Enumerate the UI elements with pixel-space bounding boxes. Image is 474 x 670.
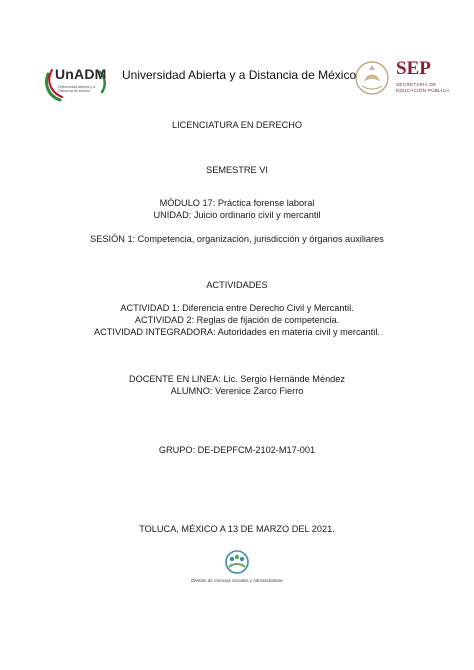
unadm-logo-subtext: Universidad Abierta y a Distancia de México xyxy=(58,85,95,94)
sep-logo xyxy=(352,56,462,100)
unadm-logo xyxy=(40,60,110,104)
session: SESIÓN 1: Competencia, organización, jurisdicción y órganos auxiliares xyxy=(90,234,384,244)
semester: SEMESTRE VI xyxy=(206,165,268,175)
eagle-emblem-icon xyxy=(352,56,392,100)
group: GRUPO: DE-DEPFCM-2102-M17-001 xyxy=(158,445,316,455)
sep-logo-text: SEP xyxy=(396,58,431,79)
activity-item: ACTIVIDAD INTEGRADORA: Autoridades en materia civil y mercantil. xyxy=(94,327,380,337)
division-logo-text: División de Ciencias Sociales y Administrativas xyxy=(191,578,283,583)
sep-logo-subtext: SECRETARÍA DE EDUCACIÓN PÚBLICA xyxy=(396,82,450,93)
module: MÓDULO 17: Práctica forense laboral xyxy=(159,198,315,208)
division-logo xyxy=(190,548,284,594)
program-name: LICENCIATURA EN DERECHO xyxy=(171,120,302,130)
activity-item: ACTIVIDAD 1: Diferencia entre Derecho Civil y Mercantil. xyxy=(120,303,354,313)
university-title: Universidad Abierta y a Distancia de México xyxy=(122,68,357,82)
activity-item: ACTIVIDAD 2: Reglas de fijación de competencia. xyxy=(134,315,340,325)
unadm-logo-text: UnADM xyxy=(55,66,107,82)
activities-heading: ACTIVIDADES xyxy=(206,280,268,290)
division-emblem-icon xyxy=(190,548,284,578)
student: ALUMNO: Verenice Zarco Fierro xyxy=(170,386,304,396)
teacher: DOCENTE EN LINEA: Lic. Sergio Hernánde Méndez xyxy=(129,374,345,384)
place-date: TOLUCA, MÉXICO A 13 DE MARZO DEL 2021. xyxy=(139,524,335,534)
unit: UNIDAD: Juicio ordinario civil y mercantil xyxy=(153,210,321,220)
